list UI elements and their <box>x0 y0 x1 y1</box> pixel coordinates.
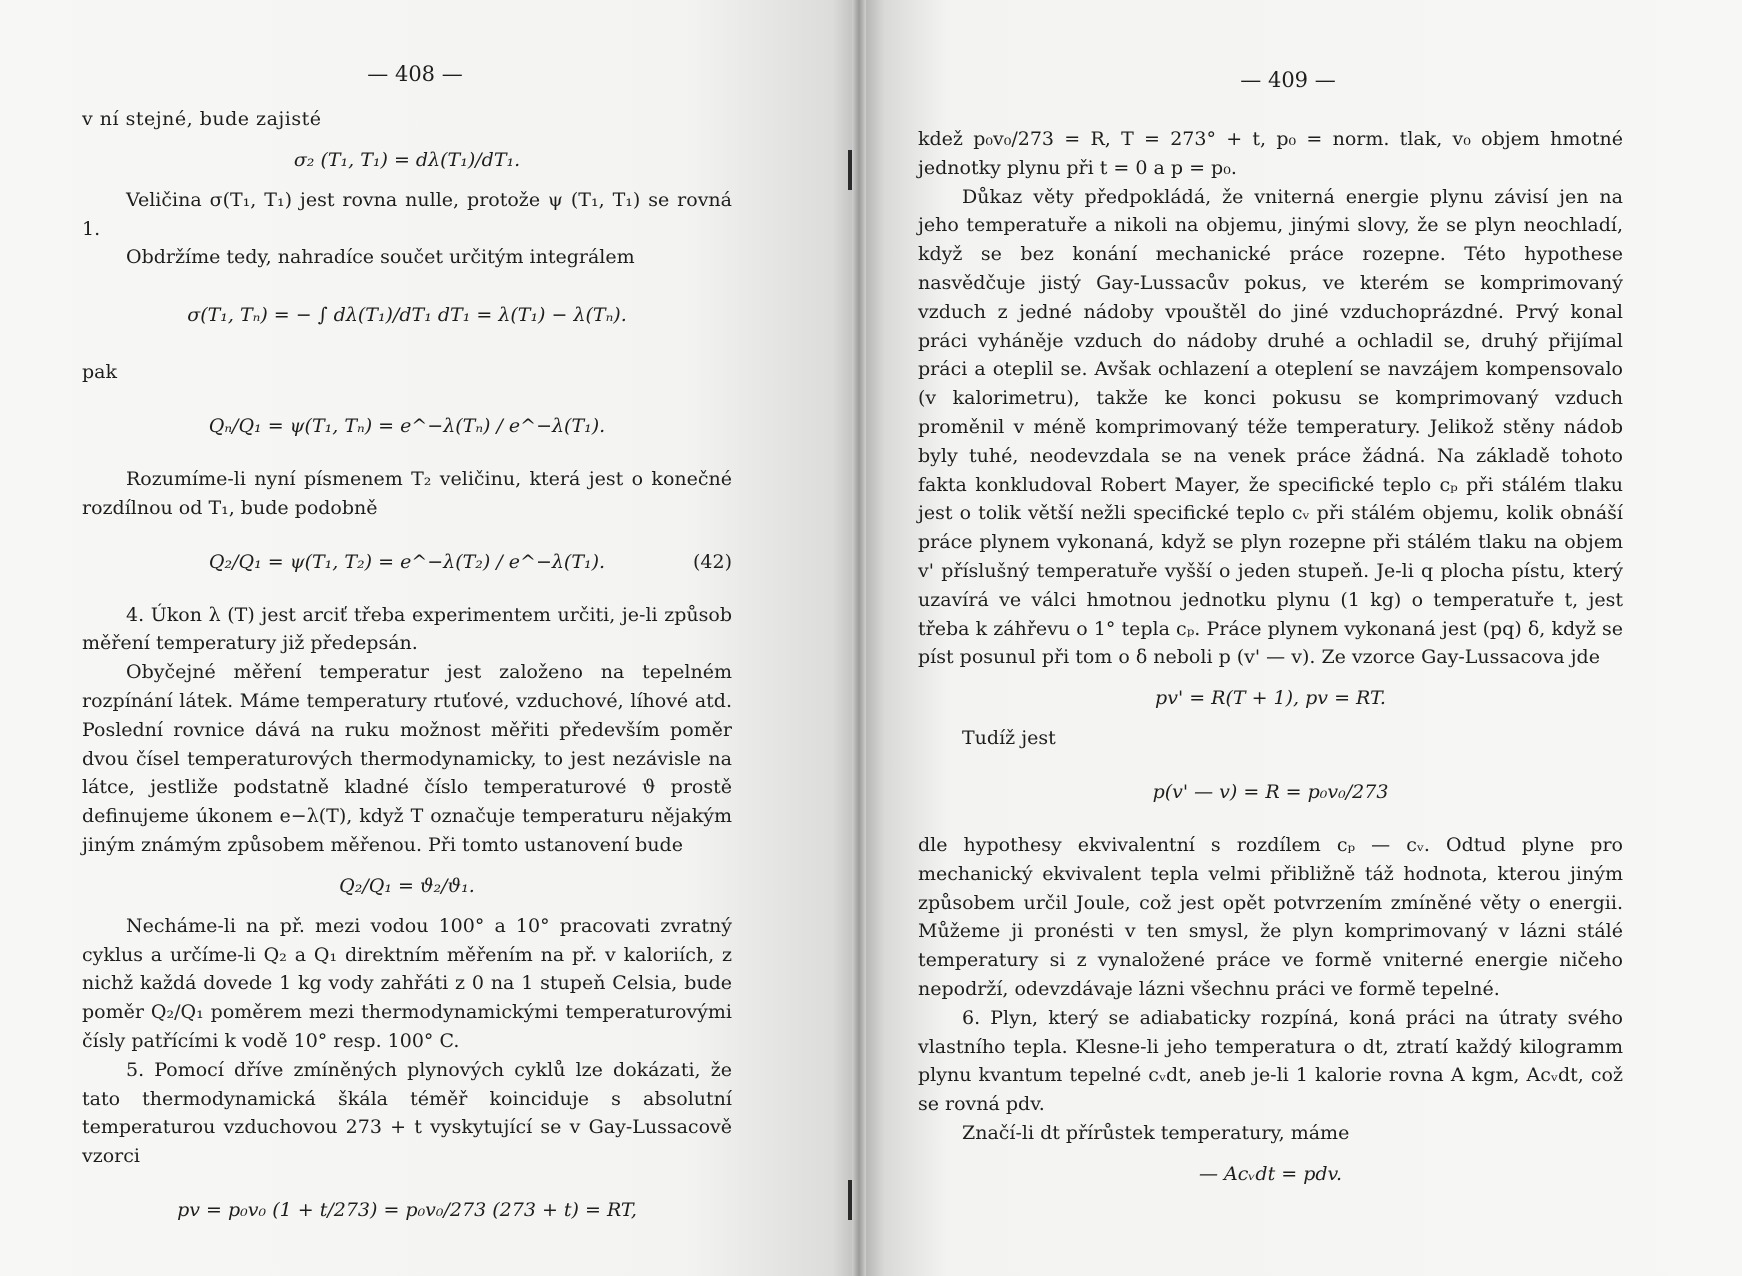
page-number: — 409 — <box>1240 68 1336 92</box>
equation: Qₙ/Q₁ = ψ(T₁, Tₙ) = e^−λ(Tₙ) / e^−λ(T₁). <box>208 414 606 437</box>
left-page <box>0 0 858 1276</box>
paragraph: 6. Plyn, který se adiabaticky rozpíná, koná práci na útraty svého vlastního tepla. Klesne-li jeho temperatura o dt, ztratí každý kilogramm plynu kvantum tepelné cᵥdt, aneb je-li 1 kalorie rovna A kgm, Acᵥdt, což se rovná pdv. <box>918 1006 1623 1116</box>
right-text-column <box>918 125 1623 1200</box>
paragraph: kdež p₀v₀/273 = R, T = 273° + t, p₀ = norm. tlak, v₀ objem hmotné jednotky plynu při t = 0 a p = p₀. <box>918 128 1623 179</box>
paragraph: Obyčejné měření temperatur jest založeno na tepelném rozpínání látek. Máme temperatury rtuťové, vzduchové, líhové atd. Poslední rovnice dává na ruku možnost měřiti především poměr dvou čísel temperaturových thermodynamicky, to jest nezávisle na látce, jestliže podstatně kladné číslo temperaturové ϑ prostě definujeme úkonem e−λ(T), když T označuje temperaturu nějakým jiným známým způsobem měřenou. Při tomto ustanovení bude <box>82 661 732 856</box>
equation: pv = p₀v₀ (1 + t/273) = p₀v₀/273 (273 + t) = RT, <box>177 1198 637 1221</box>
equation: p(v' — v) = R = p₀v₀/273 <box>1152 780 1389 803</box>
text-line: Tudíž jest <box>962 727 1056 750</box>
equation-numbered <box>82 523 732 601</box>
book-gutter <box>852 0 866 1276</box>
paragraph: Obdržíme tedy, nahradíce součet určitým integrálem <box>126 246 635 269</box>
equation-integral: σ(T₁, Tₙ) = − ∫ dλ(T₁)/dT₁ dT₁ = λ(T₁) − λ(Tₙ). <box>187 304 627 327</box>
binding-mark <box>848 150 852 190</box>
paragraph: Důkaz věty předpokládá, že vniterná energie plynu závisí jen na jeho temperatuře a nikoli na objemu, jinými slovy, že se plyn neochladí, když se bez konání mechanické práce rozepne. Této hypothese nasvědčuje jistý Gay-Lussacův pokus, ve kterém se komprimovaný vzduch z jedné nádoby vpouštěl do jiné vzduchoprázdné. Prvý konal práci vyháněje vzduch do nádoby druhé a ochladil se, druhý přijímal práci a oteplil se. Avšak ochlazení a oteplení se navzájem kompensovalo (v kalorimetru), takže ke konci pokusu se komprimovaný vzduch proměnil v méně komprimovaný téže temperatury. Jelikož stěny nádob byly tuhé, neodevzdala se na venek práce žádná. Na základě tohoto fakta konkludoval Robert Mayer, že specifické teplo cₚ při stálém tlaku jest o tolik větší nežli specifické teplo cᵥ při stálém objemu, kolik obnáší práce plynem vykonaná, když se plyn rozepne při stálém tlaku na objem v' příslušný temperatuře vyšší o jeden stupeň. Je-li q plocha pístu, který uzavírá ve válci hmotnou jednotku plynu (1 kg) o temperatuře t, jest třeba k záhřevu o 1° tepla cₚ. Práce plynem vykonaná jest (pq) δ, když se píst posunul při tom o δ neboli p (v' — v). Ze vzorce Gay-Lussacova jde <box>918 185 1623 669</box>
page-number: — 408 — <box>367 62 463 86</box>
paragraph: 5. Pomocí dříve zmíněných plynových cyklů lze dokázati, že tato thermodynamická škála téměř koinciduje s absolutní temperaturou vzduchovou 273 + t vyskytující se v Gay-Lussacově vzorci <box>82 1058 732 1168</box>
equation: — Acᵥdt = pdv. <box>1198 1162 1343 1185</box>
paragraph: Rozumíme-li nyní písmenem T₂ veličinu, která jest o konečné rozdílnou od T₁, bude podobně <box>82 467 732 519</box>
equation: Q₂/Q₁ = ψ(T₁, T₂) = e^−λ(T₂) / e^−λ(T₁). <box>208 550 606 573</box>
binding-mark <box>848 1180 852 1220</box>
paragraph: dle hypothesy ekvivalentní s rozdílem cₚ — cᵥ. Odtud plyne pro mechanický ekvivalent tepla velmi přibližně táž hodnota, kterou jiným způsobem určil Joule, což jest opět potvrzením zmíněné věty o energii. Můžeme ji pronésti v ten smysl, že plyn komprimovaný v lázni stálé temperatury si z vynaložené práce ve formě vniterné energie ničeho nepodrží, odevzdávaje lázni všechnu práci ve formě tepelné. <box>918 833 1623 1000</box>
paragraph: Necháme-li na př. mezi vodou 100° a 10° pracovati zvratný cyklus a určíme-li Q₂ a Q₁ direktním měřením na př. v kaloriích, z nichž každá dovede 1 kg vody zahřáti z 0 na 1 stupeň Celsia, bude poměr Q₂/Q₁ poměrem mezi thermodynamickými temperaturovými čísly patřícími k vodě 10° resp. 100° C. <box>82 914 732 1052</box>
equation: pv' = R(T + 1), pv = RT. <box>1155 687 1386 710</box>
paragraph: 4. Úkon λ (T) jest arciť třeba experimentem určiti, je-li způsob měření temperatury již předepsán. <box>82 603 732 655</box>
paragraph: Veličina σ(T₁, T₁) jest rovna nulle, protože ψ (T₁, T₁) se rovná 1. <box>82 188 732 240</box>
right-page <box>858 0 1742 1276</box>
equation-number: (42) <box>692 550 732 573</box>
equation: σ₂ (T₁, T₁) = dλ(T₁)/dT₁. <box>293 148 521 171</box>
text-line: pak <box>82 361 118 384</box>
left-text-column <box>82 105 732 1249</box>
equation: Q₂/Q₁ = ϑ₂/ϑ₁. <box>339 874 475 897</box>
text-line: v ní stejné, bude zajisté <box>82 108 322 130</box>
paragraph: Značí-li dt přírůstek temperatury, máme <box>962 1121 1350 1144</box>
